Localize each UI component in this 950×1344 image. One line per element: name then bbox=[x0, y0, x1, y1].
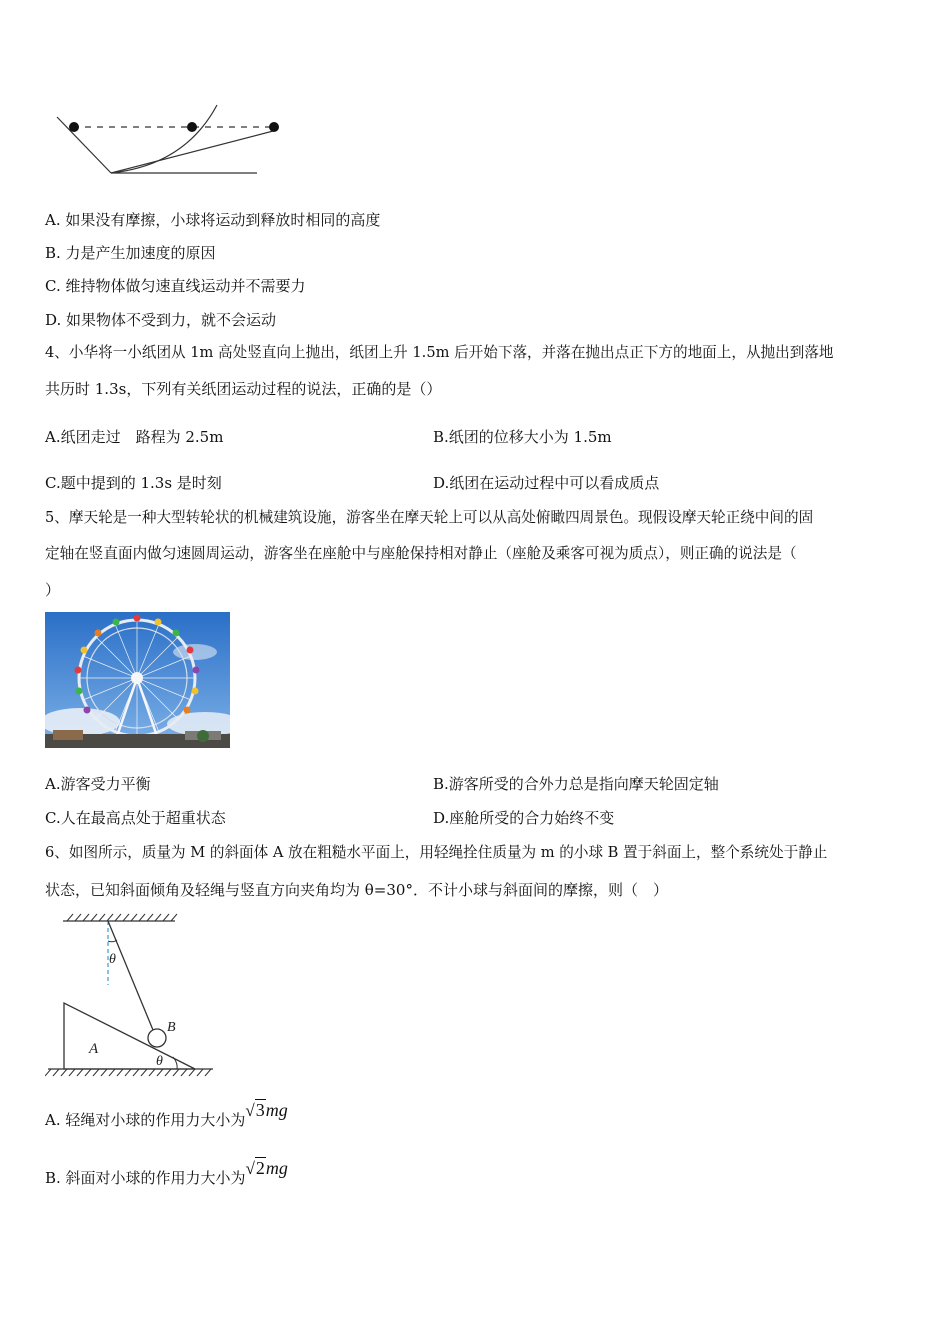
q4-stem-line2: 共历时 1.3s，下列有关纸团运动过程的说法，正确的是（） bbox=[45, 380, 442, 398]
theta-label-rope: θ bbox=[109, 952, 116, 967]
q6-option-a bbox=[45, 1100, 288, 1130]
q5-stem-line2: 定轴在竖直面内做匀速圆周运动，游客坐在座舱中与座舱保持相对静止（座舱及乘客可视为质点），则正确的说法是（ bbox=[45, 545, 797, 562]
incline-diagram bbox=[45, 905, 220, 1085]
q6-option-b-formula: √2mg bbox=[245, 1158, 288, 1178]
incline-a-label: A bbox=[89, 1041, 99, 1057]
q6-option-b-text: B. 斜面对小球的作用力大小为 bbox=[45, 1169, 246, 1187]
ball-b-label: B bbox=[167, 1020, 176, 1035]
q4-option-d: D.纸团在运动过程中可以看成质点 bbox=[433, 474, 660, 492]
q5-option-c: C.人在最高点处于超重状态 bbox=[45, 809, 226, 827]
q5-option-a: A.游客受力平衡 bbox=[45, 775, 151, 793]
q3-option-d: D. 如果物体不受到力，就不会运动 bbox=[45, 311, 277, 329]
track-diagram bbox=[45, 95, 295, 185]
theta-label-incline: θ bbox=[156, 1054, 163, 1069]
q6-stem-line1: 6、如图所示，质量为 M 的斜面体 A 放在粗糙水平面上，用轻绳拴住质量为 m 的小球 B 置于斜面上，整个系统处于静止 bbox=[45, 844, 828, 861]
ferris-wheel-photo bbox=[45, 612, 230, 748]
q3-option-c: C. 维持物体做匀速直线运动并不需要力 bbox=[45, 277, 306, 295]
q4-option-c: C.题中提到的 1.3s 是时刻 bbox=[45, 474, 222, 492]
q5-option-d: D.座舱所受的合力始终不变 bbox=[433, 809, 615, 827]
q4-option-a: A.纸团走过 路程为 2.5m bbox=[45, 428, 224, 446]
q3-option-a: A. 如果没有摩擦，小球将运动到释放时相同的高度 bbox=[45, 211, 381, 229]
q3-option-b: B. 力是产生加速度的原因 bbox=[45, 244, 216, 262]
q6-stem-line2: 状态，已知斜面倾角及轻绳与竖直方向夹角均为 θ=30°．不计小球与斜面间的摩擦，则（ ） bbox=[45, 881, 668, 899]
q6-option-b bbox=[45, 1158, 288, 1188]
q6-option-a-text: A. 轻绳对小球的作用力大小为 bbox=[45, 1111, 246, 1129]
q4-option-b: B.纸团的位移大小为 1.5m bbox=[433, 428, 612, 446]
q5-option-b: B.游客所受的合外力总是指向摩天轮固定轴 bbox=[433, 775, 719, 793]
q5-stem-line1: 5、摩天轮是一种大型转轮状的机械建筑设施，游客坐在摩天轮上可以从高处俯瞰四周景色。现假设摩天轮正绕中间的固 bbox=[45, 509, 814, 526]
q5-stem-line3: ） bbox=[45, 581, 61, 599]
q6-option-a-formula: √3mg bbox=[245, 1100, 288, 1120]
q4-stem-line1: 4、小华将一小纸团从 1m 高处竖直向上抛出，纸团上升 1.5m 后开始下落，并落在抛出点正下方的地面上，从抛出到落地 bbox=[45, 344, 834, 361]
